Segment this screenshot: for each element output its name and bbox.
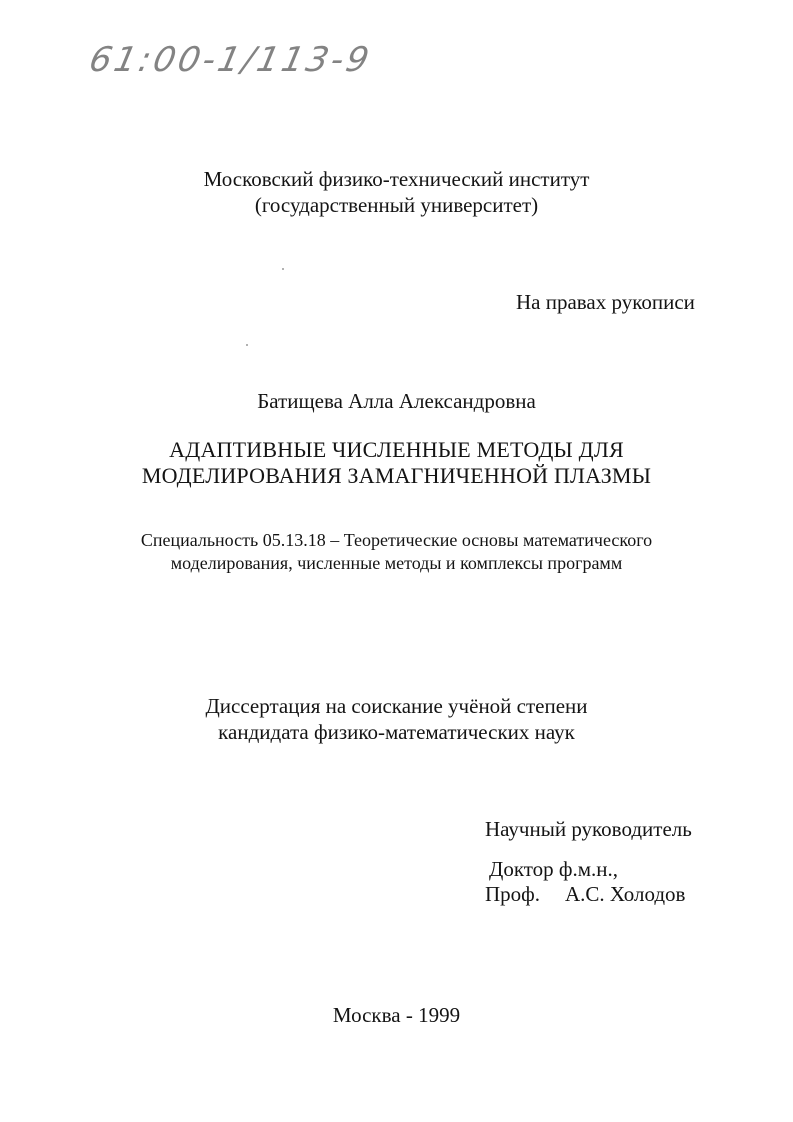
dissertation-title-line-1: АДАПТИВНЫЕ ЧИСЛЕННЫЕ МЕТОДЫ ДЛЯ — [169, 437, 624, 462]
author-name: Батищева Алла Александровна — [257, 389, 536, 413]
place-year: Москва - 1999 — [332, 1003, 461, 1027]
dissertation-title-line-2: МОДЕЛИРОВАНИЯ ЗАМАГНИЧЕННОЙ ПЛАЗМЫ — [141, 463, 652, 488]
specialty-line-2: моделирования, численные методы и комплексы программ — [170, 553, 623, 573]
archive-mark-handwritten: 61:00-1/113-9 — [85, 40, 376, 80]
supervisor-name: А.С. Холодов — [565, 882, 686, 906]
institution-name: Московский физико-технический институт — [203, 167, 590, 191]
supervisor-heading: Научный руководитель — [485, 817, 692, 841]
degree-line-1: Диссертация на соискание учёной степени — [205, 694, 588, 718]
supervisor-degree: Доктор ф.м.н., — [489, 857, 619, 881]
rights-note: На правах рукописи — [516, 290, 695, 314]
supervisor-title: Проф. — [485, 882, 541, 906]
degree-line-2: кандидата физико-математических наук — [218, 720, 575, 744]
scan-speck — [282, 268, 284, 270]
scan-speck — [246, 344, 248, 346]
institution-status: (государственный университет) — [254, 193, 539, 217]
specialty-line-1: Специальность 05.13.18 – Теоретические основы математического — [140, 530, 653, 550]
